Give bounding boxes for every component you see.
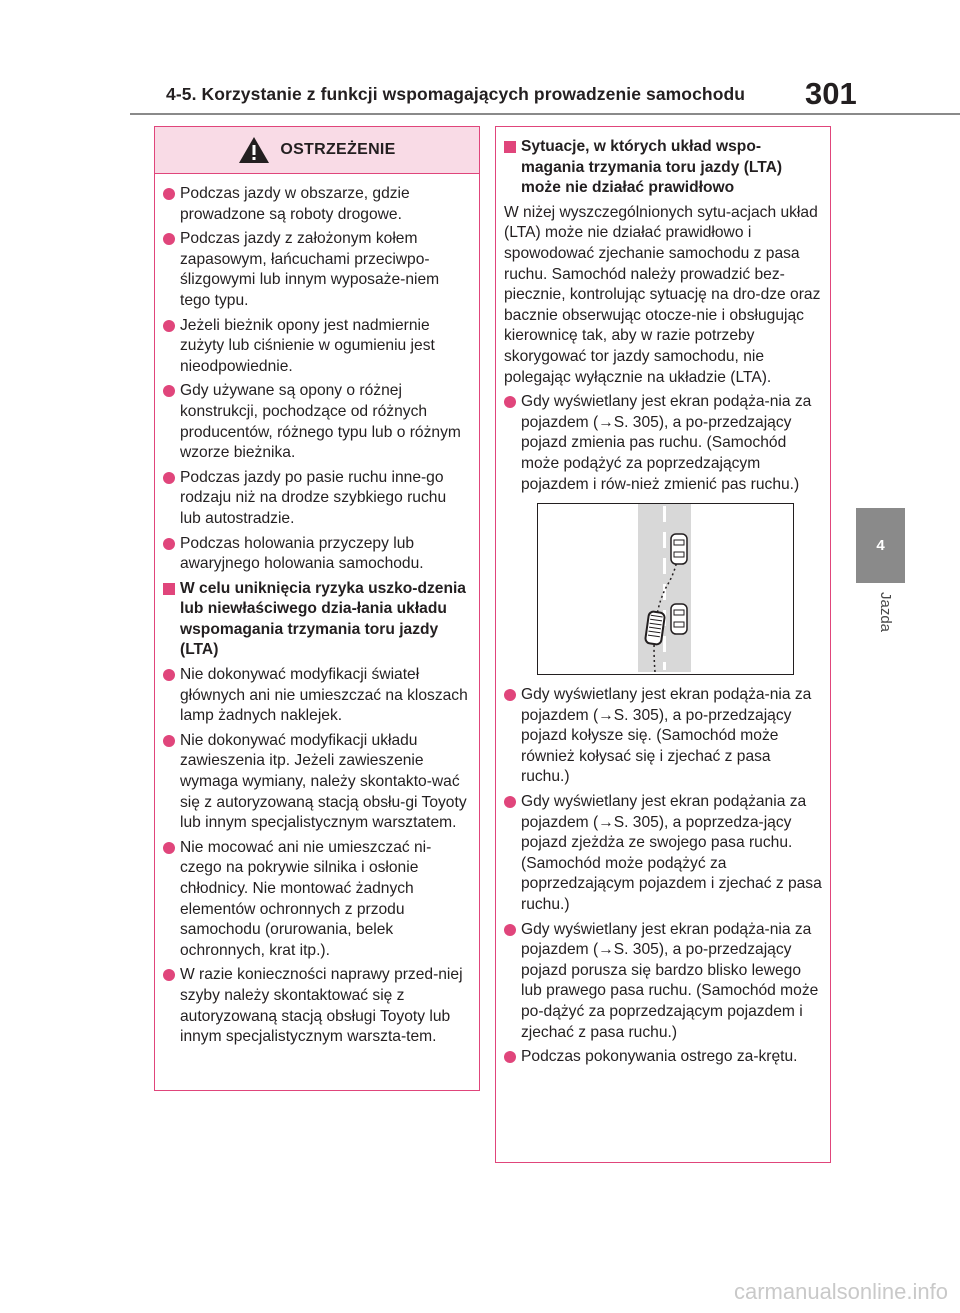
list-item-text: Nie dokonywać modyfikacji układu zawieszenia itp. Jeżeli zawieszenie wymaga wymiany, należy skontakto-wać się z autoryzowaną stacją obsłu-gi Toyoty lub innym specjalistycznym warsztatem.	[180, 731, 467, 832]
bullet-list	[504, 685, 822, 1068]
section-square-icon	[163, 583, 175, 595]
list-item	[163, 965, 471, 1047]
list-item-text: Podczas jazdy w obszarze, gdzie prowadzone są roboty drogowe.	[180, 185, 410, 223]
list-item-text: Podczas jazdy po pasie ruchu inne-go rodzaju niż na drodze szybkiego ruchu lub autostradzie.	[180, 468, 447, 527]
bullet-dot-icon	[163, 233, 175, 245]
list-item	[163, 534, 471, 575]
bullet-dot-icon	[163, 188, 175, 200]
list-item-text: Gdy wyświetlany jest ekran podąża-nia za pojazdem (→S. 305), a po-przedzający pojazd zmienia pas ruchu. (Samochód może podążyć za poprzedzającym pojazdem i rów-nież zmienić pas ruchu.)	[521, 393, 812, 493]
bullet-dot-icon	[504, 1051, 516, 1063]
chapter-label: Jazda	[877, 592, 894, 633]
list-item	[504, 685, 822, 788]
list-item	[504, 792, 822, 916]
list-item	[163, 184, 471, 225]
list-item-text: Jeżeli bieżnik opony jest nadmiernie zużyty lub ciśnienie w ogumieniu jest nieodpowiednie.	[180, 316, 435, 375]
intro-paragraph: W niżej wyszczególnionych sytu-acjach układ (LTA) może nie działać prawidłowo i spowodować zjechanie samochodu z pasa ruchu. Samochód należy prowadzić bez-piecznie, kontrolując sytuację na dro-dze oraz bacznie obserwując otocze-nie i obsługując kierownicę tak, aby w razie potrzeby skorygować tor jazdy samochodu, nie polegając wyłącznie na układzie (LTA).	[504, 203, 821, 386]
section-title: W celu uniknięcia ryzyka uszko-dzenia lub niewłaściwego dzia-łania układu wspomagania trzymania toru jazdy (LTA)	[180, 579, 466, 659]
bullet-dot-icon	[163, 538, 175, 550]
warning-header	[155, 127, 479, 174]
bullet-dot-icon	[163, 842, 175, 854]
page-number: 301	[805, 76, 857, 111]
watermark: carmanualsonline.info	[733, 1279, 948, 1304]
list-item	[163, 229, 471, 311]
section-square-icon	[504, 141, 516, 153]
list-item-text: Podczas holowania przyczepy lub awaryjnego holowania samochodu.	[180, 534, 424, 573]
bullet-dot-icon	[163, 735, 175, 747]
section-title: Sytuacje, w których układ wspo-magania trzymania toru jazdy (LTA) może nie działać prawidłowo	[521, 138, 783, 197]
warning-label: OSTRZEŻENIE	[280, 141, 396, 158]
own-car-icon	[645, 611, 665, 645]
list-item-text: Gdy wyświetlany jest ekran podąża-nia za pojazdem (→S. 305), a po-przedzający pojazd kołysze się. (Samochód może również kołysać się i zjechać z pasa ruchu.)	[521, 686, 812, 786]
leading-car-icon	[671, 534, 687, 564]
bullet-dot-icon	[163, 320, 175, 332]
section-heading	[163, 579, 471, 661]
bullet-dot-icon	[163, 669, 175, 681]
adjacent-car-icon	[671, 604, 687, 634]
list-item	[163, 665, 471, 727]
header-title: 4-5. Korzystanie z funkcji wspomagających prowadzenie samochodu	[166, 84, 746, 104]
bullet-dot-icon	[504, 396, 516, 408]
list-item-text: Podczas pokonywania ostrego za-krętu.	[521, 1048, 798, 1066]
bullet-dot-icon	[504, 689, 516, 701]
bullet-dot-icon	[163, 385, 175, 397]
bullet-dot-icon	[504, 796, 516, 808]
list-item	[504, 392, 822, 495]
list-item-text: Gdy wyświetlany jest ekran podąża-nia za pojazdem (→S. 305), a po-przedzający pojazd porusza się bardzo blisko lewego lub prawego pasa ruchu. (Samochód może po-dążyć za poprzedzającym pojazdem i zjechać z pasa ruchu.)	[521, 920, 819, 1041]
list-item	[163, 838, 471, 962]
header-rule	[130, 113, 960, 115]
list-item	[163, 731, 471, 834]
list-item	[504, 1047, 822, 1068]
list-item	[163, 316, 471, 378]
list-item-text: Gdy używane są opony o różnej konstrukcji, pochodzące od różnych producentów, różnego typu lub o różnym wzorze bieżnika.	[180, 382, 461, 462]
section-heading	[504, 137, 822, 199]
list-item-text: W razie konieczności naprawy przed-niej szyby należy skontaktować się z autoryzowaną stacją obsługi Toyoty lub innym specjalistycznym warszta-tem.	[180, 966, 463, 1046]
warning-content	[155, 174, 479, 1048]
bullet-dot-icon	[504, 924, 516, 936]
lta-limitations-box	[495, 126, 831, 1163]
warning-triangle-icon	[238, 136, 270, 164]
lane-change-illustration	[538, 504, 791, 672]
bullet-dot-icon	[163, 969, 175, 981]
list-item	[504, 920, 822, 1044]
lta-limitations-content	[496, 127, 830, 1068]
bullet-dot-icon	[163, 472, 175, 484]
list-item	[163, 468, 471, 530]
warning-box	[154, 126, 480, 1091]
list-item	[163, 381, 471, 463]
list-item-text: Gdy wyświetlany jest ekran podążania za pojazdem (→S. 305), a poprzedza-jący pojazd zjeżdża ze swojego pasa ruchu. (Samochód może podążyć za poprzedzającym pojazdem i zjechać z pasa ruchu.)	[521, 793, 822, 914]
lane-change-diagram	[537, 503, 794, 675]
list-item-text: Nie mocować ani nie umieszczać ni-czego na pokrywie silnika i osłonie chłodnicy. Nie montować żadnych elementów ochronnych z przodu samochodu (orurowania, belek ochronnych, krat itp.).	[180, 838, 432, 959]
chapter-tab: 4	[856, 508, 905, 583]
list-item-text: Nie dokonywać modyfikacji świateł głównych ani nie umieszczać na kloszach lamp żadnych naklejek.	[180, 666, 468, 725]
list-item-text: Podczas jazdy z założonym kołem zapasowym, łańcuchami przeciwpo-ślizgowymi lub innym wyposaże-niem tego typu.	[180, 230, 440, 309]
